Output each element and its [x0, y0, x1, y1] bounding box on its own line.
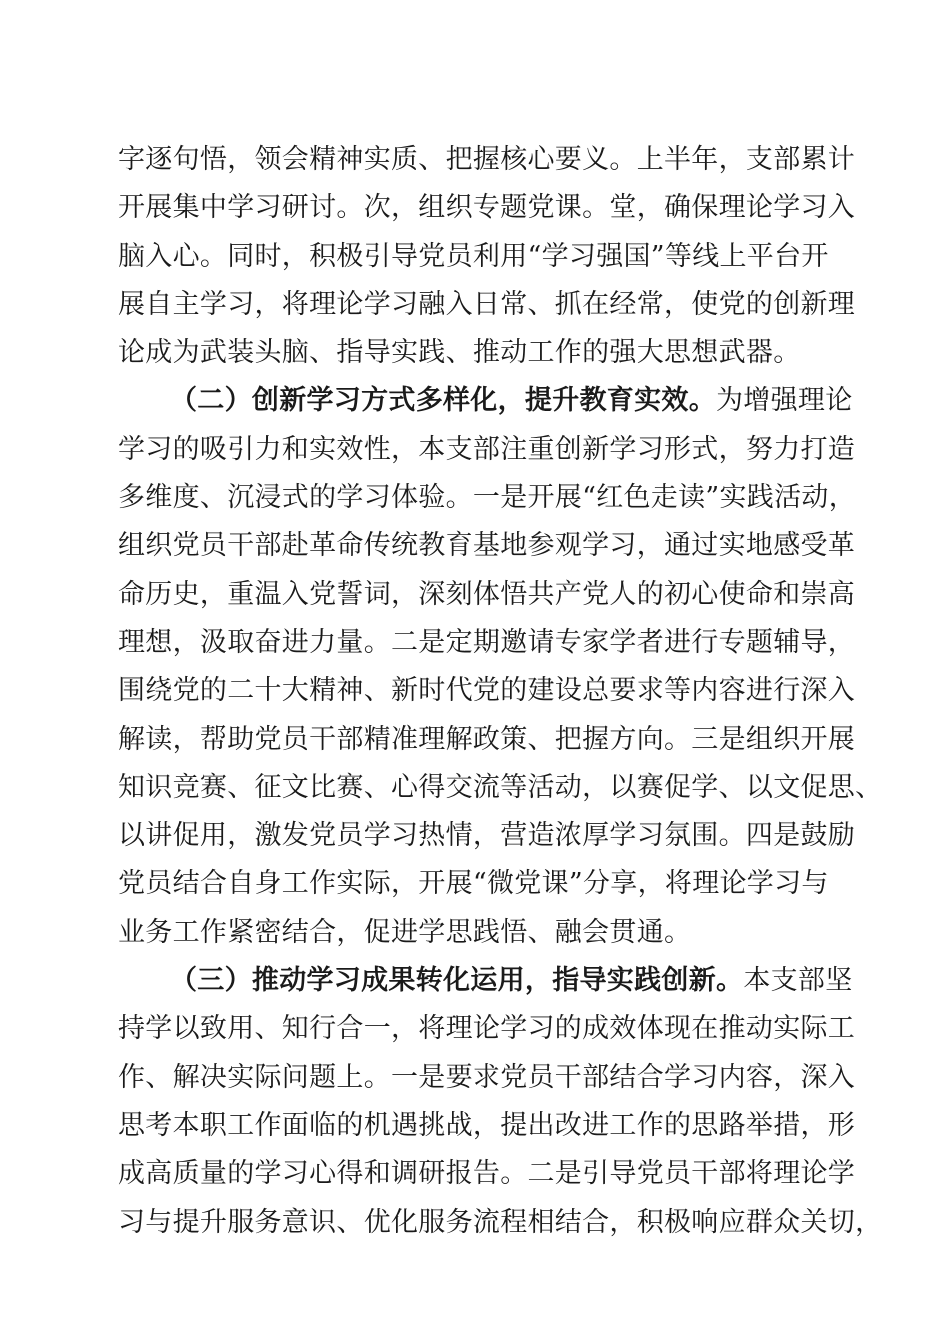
text-line: 命历史，重温入党誓词，深刻体悟共产党人的初心使命和崇高 — [118, 578, 856, 610]
section-heading-2: （二）创新学习方式多样化，提升教育实效。 — [170, 385, 716, 417]
document-body — [118, 136, 883, 1247]
text-line-with-heading — [118, 377, 853, 425]
text-line-rest: 本支部坚 — [743, 965, 853, 997]
text-line: 以讲促用，激发党员学习热情，营造浓厚学习氛围。四是鼓励 — [118, 820, 856, 852]
paragraph-innovative-learning — [118, 377, 883, 957]
text-line: 多维度、沉浸式的学习体验。一是开展“红色走读”实践活动， — [118, 482, 857, 514]
text-line-with-heading — [118, 957, 853, 1005]
text-line: 解读，帮助党员干部精准理解政策、把握方向。三是组织开展 — [118, 723, 856, 755]
text-line: 党员结合自身工作实际，开展“微党课”分享，将理论学习与 — [118, 868, 829, 900]
text-line-rest: 为增强理论 — [716, 385, 853, 417]
text-line: 作、解决实际问题上。一是要求党员干部结合学习内容，深入 — [118, 1061, 856, 1093]
text-line: 论成为武装头脑、指导实践、推动工作的强大思想武器。 — [118, 337, 801, 369]
text-line: 习与提升服务意识、优化服务流程相结合，积极响应群众关切， — [118, 1206, 883, 1238]
text-line: 开展集中学习研讨。次，组织专题党课。堂，确保理论学习入 — [118, 192, 856, 224]
paragraph-study-in-depth — [118, 136, 856, 377]
text-line: 字逐句悟，领会精神实质、把握核心要义。上半年，支部累计 — [118, 144, 856, 175]
text-line: 围绕党的二十大精神、新时代党的建设总要求等内容进行深入 — [118, 675, 856, 707]
text-line: 学习的吸引力和实效性，本支部注重创新学习形式，努力打造 — [118, 433, 856, 465]
paragraph-apply-results — [118, 957, 883, 1247]
text-line: 展自主学习，将理论学习融入日常、抓在经常，使党的创新理 — [118, 288, 856, 320]
text-line: 理想，汲取奋进力量。二是定期邀请专家学者进行专题辅导， — [118, 626, 856, 658]
text-line: 组织党员干部赴革命传统教育基地参观学习，通过实地感受革 — [118, 530, 856, 562]
section-heading-3: （三）推动学习成果转化运用，指导实践创新。 — [170, 965, 744, 997]
text-line: 脑入心。同时，积极引导党员利用“学习强国”等线上平台开 — [118, 240, 829, 272]
text-line: 思考本职工作面临的机遇挑战，提出改进工作的思路举措，形 — [118, 1109, 856, 1141]
text-line: 持学以致用、知行合一，将理论学习的成效体现在推动实际工 — [118, 1013, 856, 1045]
text-line: 业务工作紧密结合，促进学思践悟、融会贯通。 — [118, 916, 692, 948]
text-line: 知识竞赛、征文比赛、心得交流等活动，以赛促学、以文促思、 — [118, 771, 883, 803]
text-line: 成高质量的学习心得和调研报告。二是引导党员干部将理论学 — [118, 1158, 856, 1190]
